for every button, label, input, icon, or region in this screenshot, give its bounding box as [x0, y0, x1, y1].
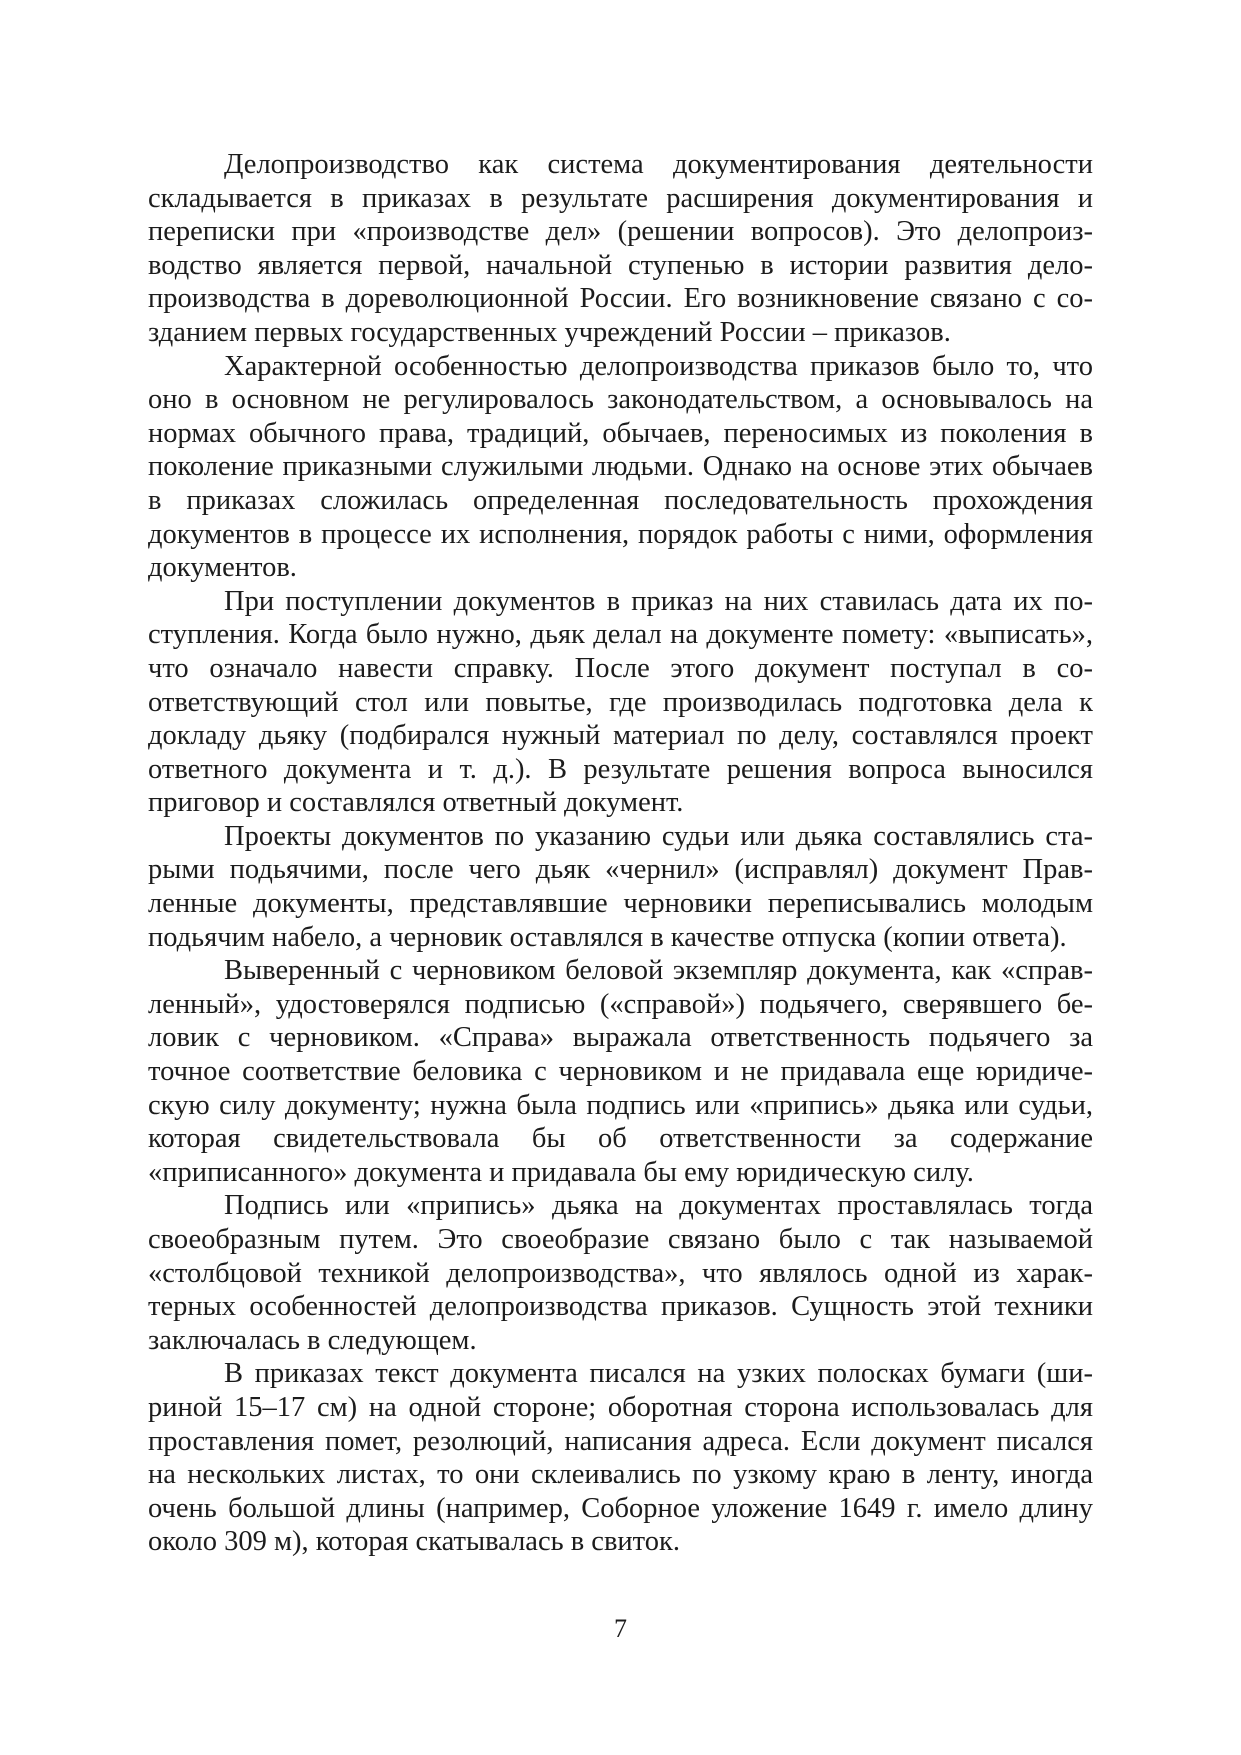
- paragraph: Выверенный с черновиком беловой экземпляр документа, как «справленный», удостоверялся подписью («справой») подьячего, сверявшего беловик с черновиком. «Справа» выражала ответственность подьячего за точное соответствие беловика с черновиком и не придавала еще юридическую силу документу; нужна была подпись или «припись» дьяка или судьи, которая свидетельствовала бы об ответственности за содержание «приписанного» документа и придавала бы ему юридическую силу.: [148, 955, 1093, 1188]
- paragraph: Проекты документов по указанию судьи или дьяка составлялись старыми подьячими, после чего дьяк «чернил» (исправлял) документ Правленные документы, представлявшие черновики переписывались молодым подьячим набело, а черновик оставлялся в качестве отпуска (копии ответа).: [148, 820, 1093, 953]
- page-number: 7: [614, 1614, 627, 1643]
- body-text: [148, 148, 1093, 1559]
- paragraph: Характерной особенностью делопроизводства приказов было то, что оно в основном не регулировалось законодательством, а основывалось на нормах обычного права, традиций, обычаев, переносимых из поколения в поколение приказными служилыми людьми. Однако на основе этих обычаев в приказах сложилась определенная последовательность прохождения документов в процессе их исполнения, порядок работы с ними, оформления документов.: [148, 350, 1093, 584]
- paragraph: Подпись или «припись» дьяка на документах проставлялась тогда своеобразным путем. Это своеобразие связано было с так называемой «столбцовой техникой делопроизводства», что являлось одной из характерных особенностей делопроизводства приказов. Сущность этой техники заключалась в следующем.: [148, 1190, 1093, 1356]
- paragraph: В приказах текст документа писался на узких полосках бумаги (шириной 15–17 см) на одной стороне; оборотная сторона использовалась для проставления помет, резолюций, написания адреса. Если документ писался на нескольких листах, то они склеивались по узкому краю в ленту, иногда очень большой длины (например, Соборное уложение 1649 г. имело длину около 309 м), которая скатывалась в свиток.: [148, 1358, 1093, 1558]
- paragraph: Делопроизводство как система документирования деятельности складывается в приказах в результате расширения документирования и переписки при «производстве дел» (решении вопросов). Это делопроизводство является первой, начальной ступенью в истории развития делопроизводства в дореволюционной России. Его возникновение связано с созданием первых государственных учреждений России – приказов.: [148, 149, 1093, 348]
- paragraph: При поступлении документов в приказ на них ставилась дата их поступления. Когда было нужно, дьяк делал на документе помету: «выписать», что означало навести справку. После этого документ поступал в соответствующий стол или повытье, где производилась подготовка дела к докладу дьяку (подбирался нужный материал по делу, составлялся проект ответного документа и т. д.). В результате решения вопроса выносился приговор и составлялся ответный документ.: [148, 585, 1093, 819]
